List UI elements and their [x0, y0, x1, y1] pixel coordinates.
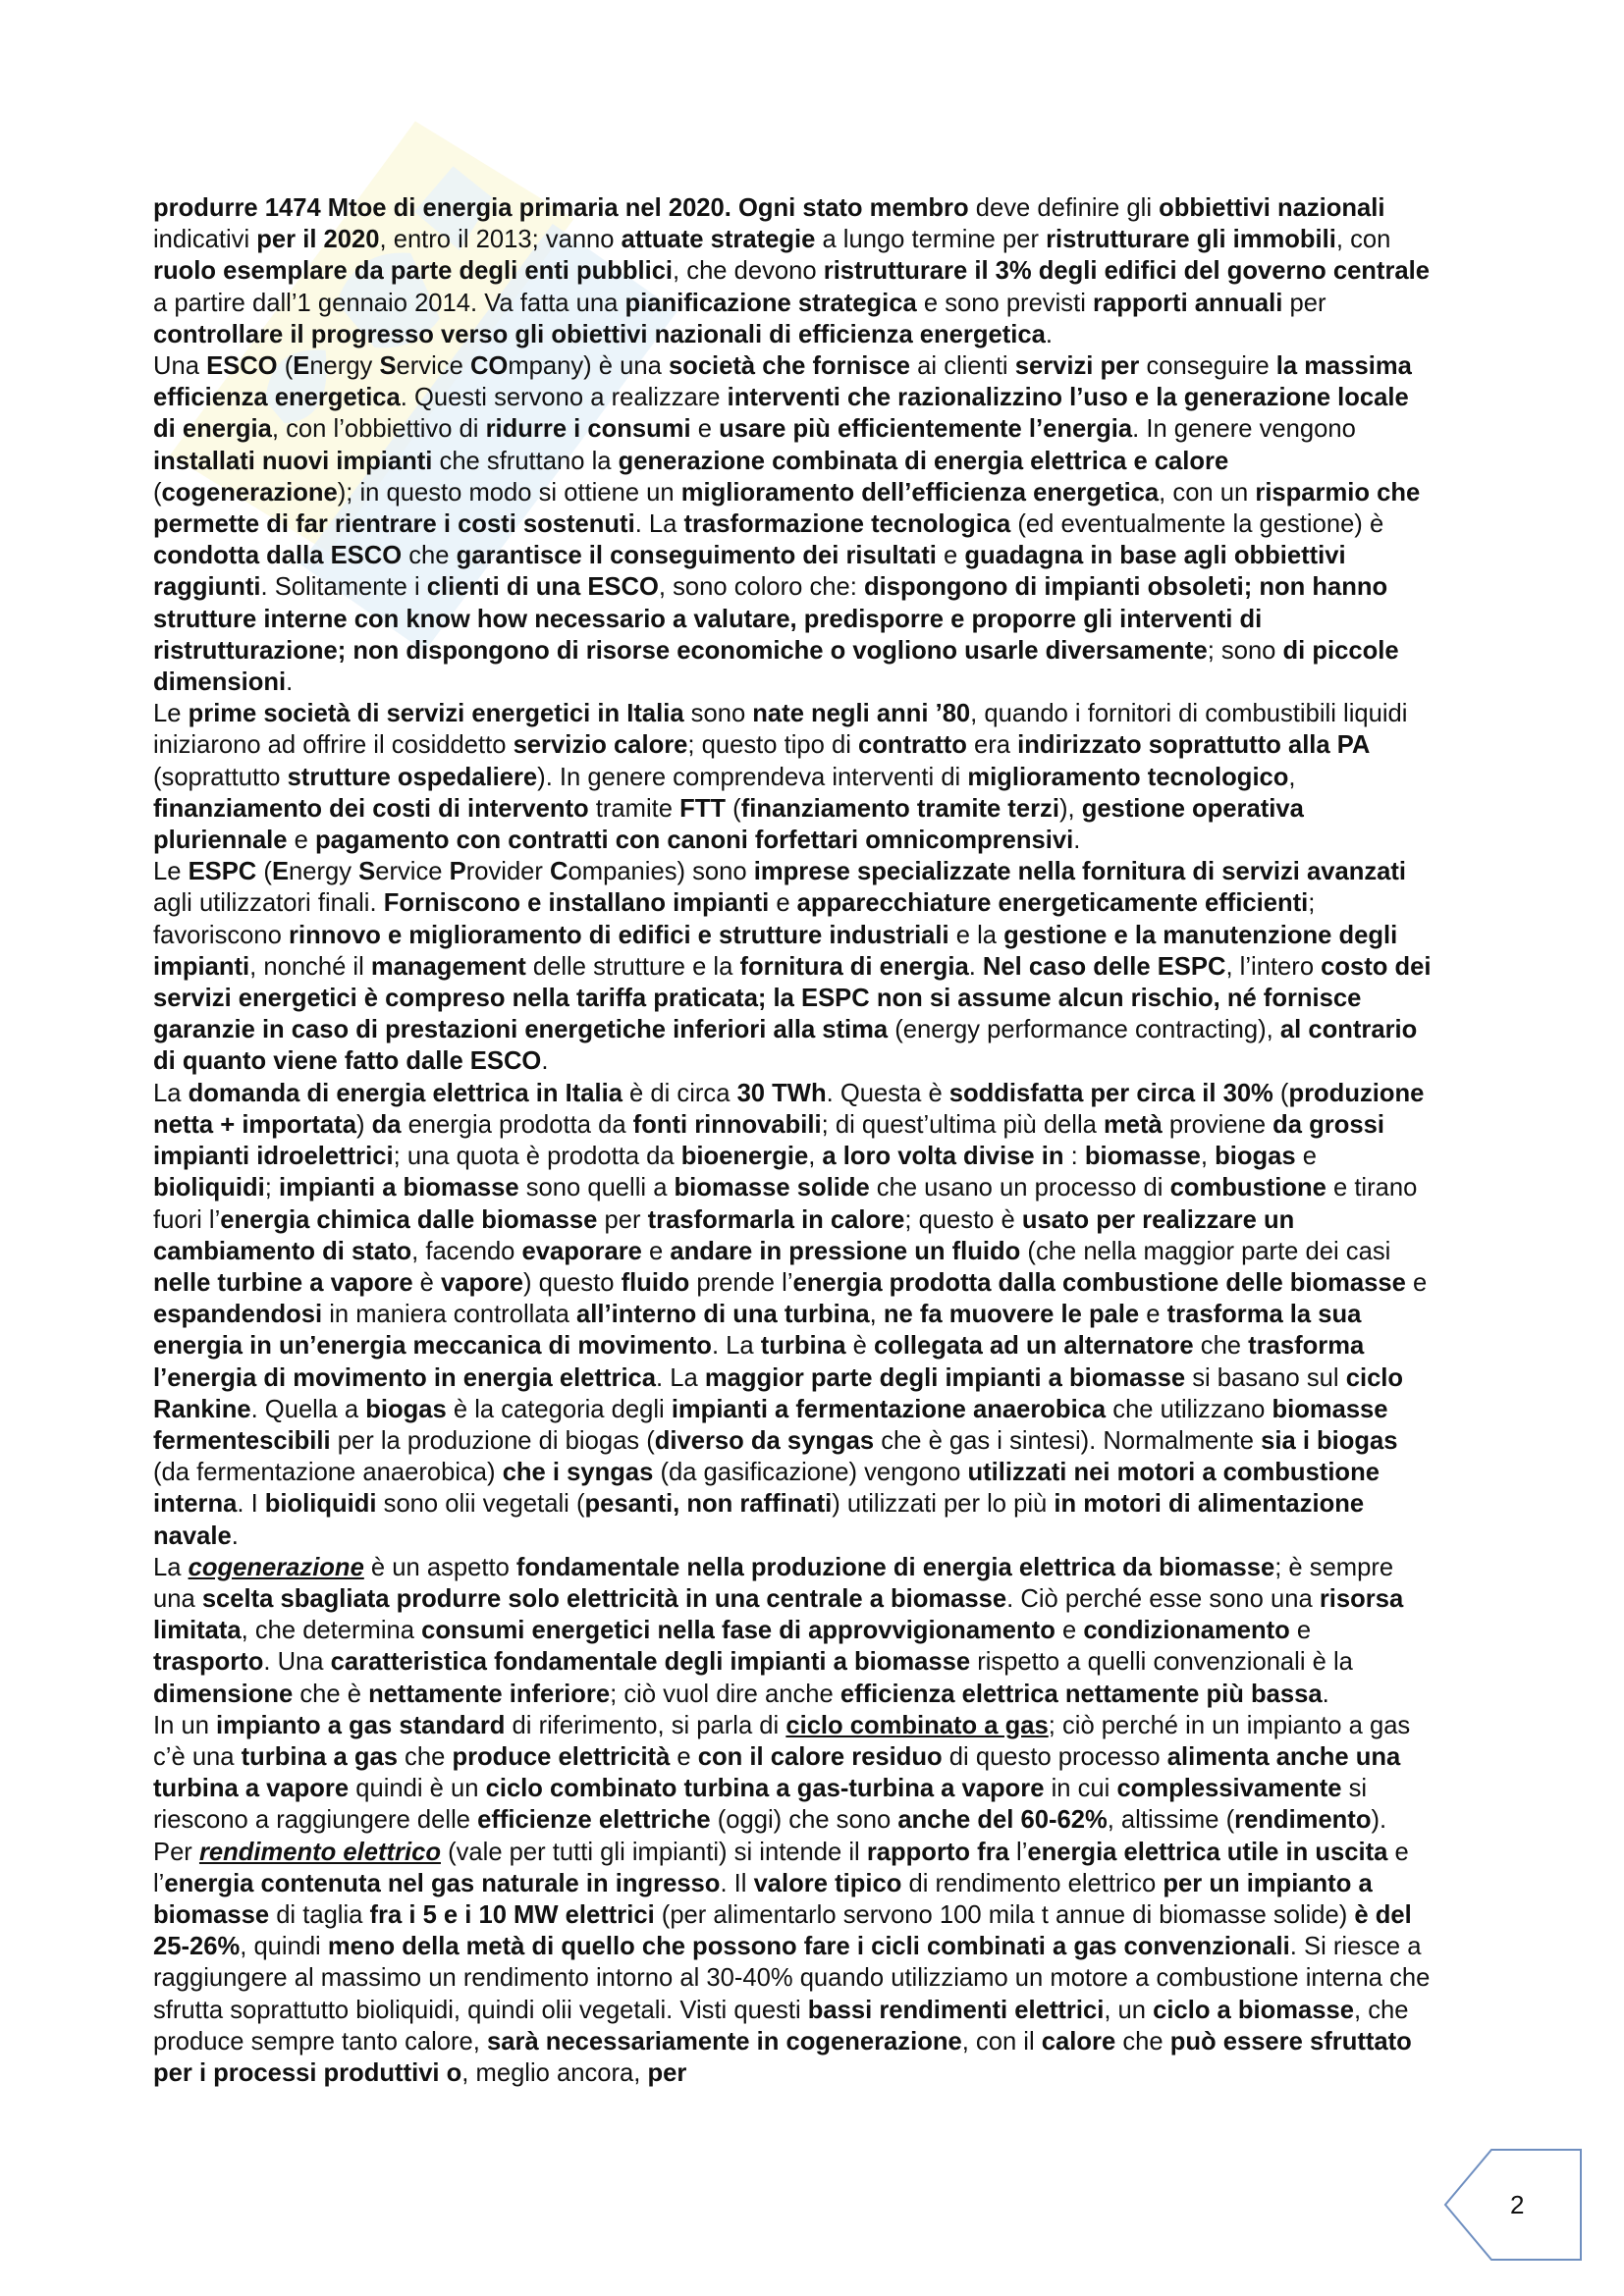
text-run: . Questa è [826, 1079, 949, 1107]
bold-text: biomasse solide [674, 1174, 870, 1202]
text-run: di riferimento, si parla di [505, 1711, 786, 1739]
bold-text: gestione operativa pluriennale [153, 794, 1304, 855]
text-run: (vale per tutti gli impianti) si intende il [440, 1838, 867, 1866]
text-run: , un [1104, 1996, 1154, 2024]
bold-text: combustione [1169, 1174, 1326, 1202]
text-run: La [153, 1079, 189, 1107]
text-run: e [1295, 1143, 1317, 1171]
text-run: ( [256, 858, 272, 886]
bold-text: 30 TWh [736, 1079, 827, 1107]
text-run: a partire dall’1 gennaio 2014. Va fatta una [153, 289, 625, 317]
bold-text: nate negli anni ’80 [752, 700, 971, 728]
bold-text: ciclo combinato a gas [785, 1711, 1049, 1739]
text-run: ompanies) sono [568, 858, 754, 886]
text-run: . [1073, 827, 1081, 855]
text-run: rispetto a quelli convenzionali è la [970, 1648, 1353, 1677]
text-run: è [845, 1332, 874, 1361]
text-run: conseguire [1139, 352, 1276, 381]
text-run: . Questi servono a realizzare [400, 384, 728, 412]
bold-text: condizionamento [1083, 1617, 1290, 1645]
text-run: , entro il 2013; vanno [379, 226, 622, 254]
text-run: (da gasificazione) vengono [653, 1459, 968, 1487]
text-run: che usano un processo di [869, 1174, 1170, 1202]
bold-text: imprese specializzate nella fornitura di servizi avanzati [753, 858, 1407, 886]
bold-text: generazione combinata di energia elettrica e calore [618, 447, 1229, 475]
text-run: e [1139, 1301, 1167, 1329]
bold-text: CO [469, 352, 509, 381]
text-run: ( [1272, 1079, 1289, 1107]
text-run: ; favoriscono [153, 889, 1316, 949]
bold-text: energia prodotta dalla combustione delle biomasse [792, 1268, 1406, 1297]
text-run: che utilizzano [1106, 1395, 1272, 1423]
text-run: ; questo è [904, 1205, 1022, 1234]
bold-text: complessivamente [1116, 1775, 1342, 1803]
bold-text: ESPC [188, 858, 257, 886]
paragraph [153, 1837, 1432, 2090]
bold-text: ciclo Rankine [153, 1363, 1404, 1423]
bold-text: vapore [441, 1268, 523, 1297]
text-run: . La [656, 1363, 705, 1392]
text-run: , sono coloro che: [658, 573, 864, 602]
bold-text: E [293, 352, 310, 381]
text-run: si riescono a raggiungere delle [153, 1775, 1368, 1835]
bold-text: maggior parte degli impianti a biomasse [704, 1363, 1186, 1392]
text-run: , [869, 1301, 884, 1329]
text-run: era [966, 731, 1018, 760]
bold-text: trasformazione tecnologica [683, 510, 1011, 539]
bold-text: fornitura di energia [739, 952, 969, 981]
text-run: . Il [720, 1869, 754, 1897]
text-run: ( [153, 478, 162, 507]
bold-text: rendimento elettrico [198, 1838, 441, 1866]
text-run: ; una quota è prodotta da [393, 1143, 681, 1171]
bold-text: E [271, 858, 290, 886]
text-run: in maniera controllata [322, 1301, 577, 1329]
text-run: è la categoria degli [446, 1395, 672, 1423]
bold-text: impianti a biomasse [278, 1174, 519, 1202]
text-run: (che nella maggior parte dei casi [1020, 1237, 1391, 1265]
bold-text: biomasse [1084, 1143, 1201, 1171]
bold-text: trasformarla in calore [647, 1205, 905, 1234]
text-run: . [231, 1522, 239, 1550]
bold-text: meno della metà di quello che possono fare i cicli combinati a gas convenzionali [327, 1933, 1290, 1961]
bold-text: ESCO [206, 352, 278, 381]
text-run: , altissime ( [1107, 1806, 1235, 1835]
bold-text: finanziamento dei costi di intervento [153, 794, 589, 823]
bold-text: C [550, 858, 568, 886]
text-run: e la [948, 921, 1004, 949]
bold-text: metà [1104, 1110, 1163, 1139]
bold-text: gestione e la manutenzione degli impianti [153, 921, 1398, 981]
bold-text: trasporto [153, 1648, 264, 1677]
text-run: . [968, 952, 983, 981]
text-run: l’ [1008, 1838, 1028, 1866]
text-run: ; [264, 1174, 279, 1202]
bold-text: S [379, 352, 397, 381]
text-run: ), [1058, 794, 1082, 823]
paragraph [153, 1552, 1432, 1710]
text-run: , con l’obbiettivo di [271, 415, 486, 444]
bold-text: risparmio che permette di far rientrare i costi sostenuti [153, 478, 1421, 539]
text-run: . Ciò perché esse sono una [1006, 1584, 1320, 1613]
text-run: . Quella a [250, 1395, 366, 1423]
bold-text: prime società di servizi energetici in Italia [188, 700, 684, 728]
text-run: (ed eventualmente la gestione) è [1010, 510, 1384, 539]
bold-text: nettamente inferiore [368, 1680, 611, 1708]
text-run: . Si riesce a raggiungere al massimo un rendimento intorno al 30-40% quando utilizziamo un motore a combustione interna che sfrutta soprattutto bioliquidi, quindi olii vegetali. Visti questi [153, 1933, 1431, 2024]
text-run: . In genere vengono [1132, 415, 1356, 444]
text-run: ai clienti [910, 352, 1015, 381]
text-run: . [1322, 1680, 1329, 1708]
text-run: , [808, 1143, 823, 1171]
text-run: ); in questo modo si ottiene un [337, 478, 681, 507]
bold-text: ne fa muovere le pale [883, 1301, 1140, 1329]
text-run: per [1282, 289, 1326, 317]
bold-text: controllare il progresso verso gli obiettivi nazionali di efficienza energetica [153, 320, 1046, 348]
bold-text: espandendosi [153, 1301, 323, 1329]
paragraph [153, 192, 1432, 350]
bold-text: Nel caso delle ESPC [982, 952, 1226, 981]
text-run: di rendimento elettrico [901, 1869, 1164, 1897]
text-run: è un aspetto [363, 1553, 516, 1581]
bold-text: P [449, 858, 466, 886]
bold-text: collegata ad un alternatore [873, 1332, 1194, 1361]
text-run: ( [726, 794, 741, 823]
text-run: ). [1371, 1806, 1387, 1835]
bold-text: impianto a gas standard [216, 1711, 506, 1739]
bold-text: guadagna in base agli obbiettivi raggiunti [153, 542, 1346, 602]
text-run: di taglia [269, 1900, 370, 1929]
bold-text: pesanti, non raffinati [584, 1490, 833, 1519]
text-run: , l’intero [1225, 952, 1322, 981]
bold-text: può essere sfruttato per i processi produttivi o [153, 2027, 1412, 2087]
bold-text: dispongono di impianti obsoleti; non hanno strutture interne con know how necessario a valutare, predisporre e proporre gli interventi di ristrutturazione; non dispongono di risorse economiche o vogliono usarle diversamente [153, 573, 1388, 665]
bold-text: attuate strategie [621, 226, 816, 254]
paragraph [153, 856, 1432, 1077]
text-run: e l’ [153, 1838, 1409, 1897]
bold-text: installati nuovi impianti [153, 447, 433, 475]
text-run: . [541, 1047, 549, 1076]
bold-text: obbiettivi nazionali [1159, 194, 1385, 222]
bold-text: in motori di alimentazione navale [153, 1490, 1365, 1550]
text-run: è di circa [622, 1079, 737, 1107]
bold-text: valore tipico [753, 1869, 902, 1897]
bold-text: a loro volta divise in [822, 1143, 1064, 1171]
text-run: ervice [375, 858, 450, 886]
bold-text: pianificazione strategica [624, 289, 917, 317]
bold-text: caratteristica fondamentale degli impianti a biomasse [330, 1648, 971, 1677]
text-run: Una [153, 352, 207, 381]
bold-text: andare in pressione un fluido [670, 1237, 1021, 1265]
text-run: e [769, 889, 797, 918]
bold-text: rapporti annuali [1093, 289, 1283, 317]
bold-text: turbina a gas [241, 1742, 398, 1771]
text-run: (per alimentarlo servono 100 mila t annue di biomasse solide) [654, 1900, 1355, 1929]
bold-text: produce elettricità [452, 1742, 671, 1771]
bold-text: clienti di una ESCO [426, 573, 659, 602]
text-run: , nonché il [249, 952, 371, 981]
bold-text: al contrario di quanto viene fatto dalle ESCO [153, 1016, 1418, 1076]
text-run: ) utilizzati per lo più [832, 1490, 1055, 1519]
bold-text: turbina [760, 1332, 846, 1361]
text-run: La [153, 1553, 189, 1581]
bold-text: efficienza elettrica nettamente più bassa [839, 1680, 1323, 1708]
text-run: . [1045, 320, 1053, 348]
text-run: che è [293, 1680, 369, 1708]
bold-text: alimenta anche una turbina a vapore [153, 1742, 1401, 1803]
bold-text: rinnovo e miglioramento di edifici e strutture industriali [289, 921, 949, 949]
bold-text: miglioramento tecnologico [967, 763, 1289, 791]
bold-text: fra i 5 e i 10 MW elettrici [369, 1900, 655, 1929]
text-run: proviene [1162, 1110, 1273, 1139]
bold-text: ciclo combinato turbina a gas-turbina a vapore [485, 1775, 1045, 1803]
text-run: e [641, 1237, 671, 1265]
text-run: per [597, 1205, 648, 1234]
text-run: e [287, 827, 315, 855]
text-run: , che devono [673, 257, 824, 286]
text-run: quindi è un [349, 1775, 486, 1803]
bold-text: anche del 60-62% [897, 1806, 1108, 1835]
bold-text: ciclo a biomasse [1153, 1996, 1354, 2024]
bold-text: diverso da syngas [654, 1426, 875, 1455]
text-run: (da fermentazione anaerobica) [153, 1459, 503, 1487]
text-run: per la produzione di biogas ( [330, 1426, 655, 1455]
bold-text: bioliquidi [264, 1490, 377, 1519]
text-run: e sono previsti [916, 289, 1093, 317]
text-run: mpany) è una [508, 352, 669, 381]
text-run: In un [153, 1711, 217, 1739]
text-run: ). In genere comprendeva interventi di [537, 763, 968, 791]
bold-text: fonti rinnovabili [632, 1110, 822, 1139]
bold-text: interventi che razionalizzino l’uso e la generazione locale di energia [153, 384, 1409, 444]
bold-text: di piccole dimensioni [153, 636, 1399, 697]
text-run: che [1115, 2027, 1170, 2056]
bold-text: per il 2020 [256, 226, 380, 254]
bold-text: management [370, 952, 526, 981]
bold-text: da grossi impianti idroelettrici [153, 1110, 1384, 1171]
text-run: , quando i fornitori di combustibili liquidi iniziarono ad offrire il cosiddetto [153, 700, 1408, 760]
bold-text: finanziamento tramite terzi [740, 794, 1059, 823]
bold-text: sia i biogas [1261, 1426, 1398, 1455]
bold-text: indirizzato soprattutto alla PA [1017, 731, 1371, 760]
text-run: ervice [396, 352, 470, 381]
text-run: , con [1335, 226, 1391, 254]
text-run: agli utilizzatori finali. [153, 889, 384, 918]
bold-text: la massima efficienza energetica [153, 352, 1412, 412]
page-number: 2 [1510, 2190, 1525, 2219]
text-run: Le [153, 700, 189, 728]
bold-text: evaporare [521, 1237, 642, 1265]
bold-text: ristrutturare il 3% degli edifici del governo centrale [823, 257, 1430, 286]
text-run: . [286, 668, 294, 697]
text-run: nergy [309, 352, 380, 381]
bold-text: bioenergie [680, 1143, 809, 1171]
text-run: , quindi [240, 1933, 328, 1961]
text-run: e [1405, 1268, 1428, 1297]
bold-text: per [647, 2058, 687, 2087]
bold-text: per un impianto a biomasse [153, 1869, 1373, 1929]
bold-text: servizio calore [513, 731, 688, 760]
text-run: . I [237, 1490, 265, 1519]
text-run: ; questo tipo di [687, 731, 859, 760]
text-run: si basano sul [1185, 1363, 1346, 1392]
bold-text: trasforma l’energia di movimento in energia elettrica [153, 1332, 1365, 1392]
document-body [153, 192, 1432, 2089]
text-run: nergy [289, 858, 359, 886]
text-run: e [936, 542, 965, 570]
bold-text: energia contenuta nel gas naturale in ingresso [164, 1869, 721, 1897]
bold-text: usare più efficientemente l’energia [719, 415, 1133, 444]
text-run: . La [711, 1332, 761, 1361]
bold-text: ridurre i consumi [485, 415, 691, 444]
bold-text: trasforma la sua energia in un’energia meccanica di movimento [153, 1301, 1362, 1361]
bold-text: bioliquidi [153, 1174, 265, 1202]
text-run: Per [153, 1838, 199, 1866]
text-run: ; ciò perché in un impianto a gas c’è una [153, 1711, 1411, 1771]
bold-text: scelta sbagliata produrre solo elettricità in una centrale a biomasse [201, 1584, 1007, 1613]
text-run: sono [683, 700, 753, 728]
text-run: prende l’ [689, 1268, 793, 1297]
bold-text: Forniscono e installano impianti [383, 889, 770, 918]
bold-text: energia elettrica utile in uscita [1027, 1838, 1388, 1866]
text-run: ; sono [1207, 636, 1283, 665]
text-run: che sfruttano la [432, 447, 619, 475]
bold-text: rapporto fra [866, 1838, 1009, 1866]
bold-text: energia chimica dalle biomasse [220, 1205, 598, 1234]
text-run: , con il [961, 2027, 1042, 2056]
text-run: sono quelli a [518, 1174, 675, 1202]
bold-text: ruolo esemplare da parte degli enti pubblici [153, 257, 674, 286]
text-run: ) questo [522, 1268, 622, 1297]
bold-text: società che fornisce [668, 352, 911, 381]
text-run: che è gas i sintesi). Normalmente [874, 1426, 1262, 1455]
text-run: ; di quest’ultima più della [821, 1110, 1105, 1139]
text-run: ; è sempre una [153, 1553, 1394, 1613]
bold-text: che i syngas [502, 1459, 654, 1487]
bold-text: costo dei servizi energetici è compreso nella tariffa praticata; la ESPC non si assume alcun rischio, né fornisce garanzie in caso di prestazioni energetiche inferiori alla stima [153, 952, 1432, 1044]
bold-text: biogas [1215, 1143, 1296, 1171]
bold-text: da [371, 1110, 402, 1139]
bold-text: cogenerazione [188, 1553, 364, 1581]
bold-text: strutture ospedaliere [287, 763, 538, 791]
bold-text: nelle turbine a vapore [153, 1268, 413, 1297]
bold-text: FTT [679, 794, 727, 823]
paragraph [153, 350, 1432, 698]
text-run: tramite [588, 794, 680, 823]
text-run: , meglio ancora, [461, 2058, 648, 2087]
paragraph [153, 698, 1432, 856]
bold-text: ristrutturare gli immobili [1046, 226, 1336, 254]
bold-text: fondamentale nella produzione di energia elettrica da biomasse [515, 1553, 1275, 1581]
bold-text: è del 25-26% [153, 1900, 1412, 1961]
text-run: delle strutture e la [525, 952, 740, 981]
text-run: ( [277, 352, 294, 381]
text-run: è [412, 1268, 442, 1297]
bold-text: risorsa limitata [153, 1584, 1404, 1645]
text-run: e [1289, 1617, 1312, 1645]
text-run: . La [634, 510, 684, 539]
text-run: rovider [465, 858, 551, 886]
bold-text: utilizzati nei motori a combustione interna [153, 1459, 1380, 1519]
bold-text: impianti a fermentazione anaerobica [671, 1395, 1107, 1423]
bold-text: miglioramento dell’efficienza energetica [680, 478, 1160, 507]
text-run: e [690, 415, 720, 444]
text-run: e [670, 1742, 698, 1771]
text-run: ) [355, 1110, 372, 1139]
text-run: e [1055, 1617, 1084, 1645]
paragraph [153, 1078, 1432, 1552]
text-run: , [1200, 1143, 1216, 1171]
bold-text: biogas [365, 1395, 447, 1423]
bold-text: all’interno di una turbina [576, 1301, 870, 1329]
bold-text: biomasse fermentescibili [153, 1395, 1388, 1455]
bold-text: apparecchiature energeticamente efficienti [796, 889, 1309, 918]
bold-text: condotta dalla ESCO [153, 542, 403, 570]
bold-text: pagamento con contratti con canoni forfettari omnicomprensivi [315, 827, 1074, 855]
text-run: indicativi [153, 226, 257, 254]
text-run: , con un [1159, 478, 1256, 507]
text-run: : [1063, 1143, 1085, 1171]
bold-text: garantisce il conseguimento dei risultati [456, 542, 937, 570]
bold-text: S [358, 858, 376, 886]
text-run: , che determina [241, 1617, 422, 1645]
bold-text: dimensione [153, 1680, 294, 1708]
bold-text: calore [1041, 2027, 1116, 2056]
bold-text: bassi rendimenti elettrici [807, 1996, 1105, 2024]
bold-text: consumi energetici nella fase di approvvigionamento [421, 1617, 1056, 1645]
bold-text: usato per realizzare un cambiamento di stato [153, 1205, 1295, 1265]
bold-text: cogenerazione [161, 478, 338, 507]
bold-text: produzione netta + importata [153, 1079, 1425, 1139]
text-run: , che produce sempre tanto calore, [153, 1996, 1409, 2056]
text-run: (oggi) che sono [710, 1806, 898, 1835]
bold-text: servizi per [1014, 352, 1140, 381]
bold-text: soddisfatta per circa il 30% [948, 1079, 1273, 1107]
bold-text: domanda di energia elettrica in Italia [188, 1079, 623, 1107]
bold-text: produrre 1474 Mtoe di energia primaria nel 2020. Ogni stato membro [153, 194, 969, 222]
bold-text: rendimento [1234, 1806, 1372, 1835]
text-run: sono olii vegetali ( [376, 1490, 585, 1519]
text-run: . Una [263, 1648, 331, 1677]
text-run: (soprattutto [153, 763, 288, 791]
paragraph [153, 1710, 1432, 1837]
text-run: che [1193, 1332, 1249, 1361]
text-run: (energy performance contracting), [888, 1016, 1280, 1044]
bold-text: fluido [621, 1268, 690, 1297]
text-run: ; ciò vuol dire anche [610, 1680, 840, 1708]
text-run: Le [153, 858, 189, 886]
bold-text: sarà necessariamente in cogenerazione [487, 2027, 962, 2056]
text-run: che [397, 1742, 453, 1771]
bold-text: contratto [858, 731, 967, 760]
text-run: deve definire gli [968, 194, 1160, 222]
text-run: , [1288, 763, 1296, 791]
text-run: di questo processo [942, 1742, 1167, 1771]
bold-text: con il calore residuo [697, 1742, 943, 1771]
text-run: , facendo [411, 1237, 522, 1265]
text-run: a lungo termine per [815, 226, 1047, 254]
bold-text: efficienze elettriche [477, 1806, 711, 1835]
text-run: energia prodotta da [401, 1110, 633, 1139]
text-run: e tirano fuori l’ [153, 1174, 1418, 1234]
text-run: in cui [1044, 1775, 1117, 1803]
text-run: . Solitamente i [260, 573, 427, 602]
text-run: che [402, 542, 457, 570]
